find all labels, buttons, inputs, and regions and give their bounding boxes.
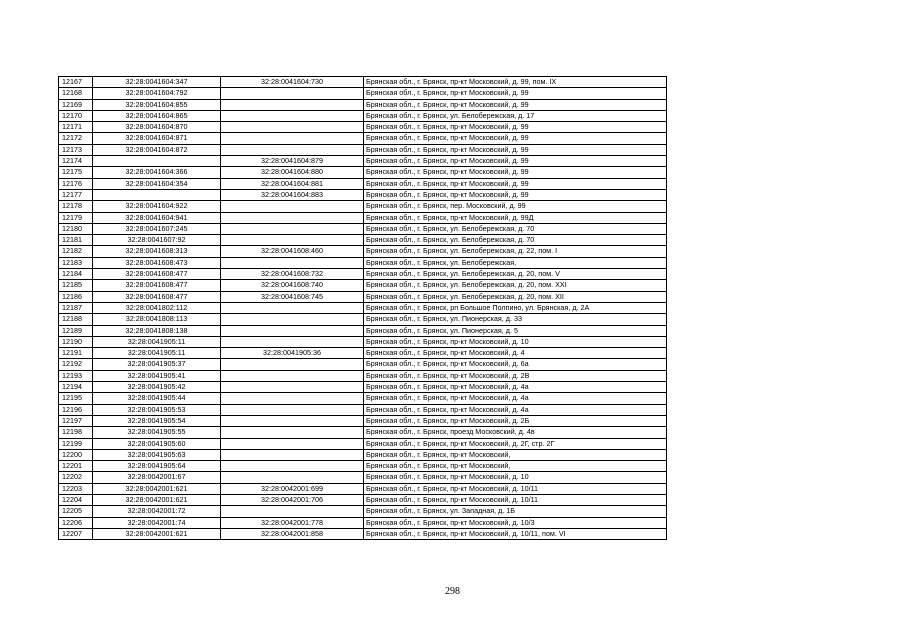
linked-cadastral-number-cell	[221, 133, 364, 144]
cadastral-number-cell: 32:28:0041604:871	[93, 133, 221, 144]
address-cell: Брянская обл., г. Брянск, ул. Пионерская, д. 33	[364, 314, 667, 325]
row-number-cell: 12182	[59, 246, 93, 257]
address-cell: Брянская обл., г. Брянск, пр-кт Московский, д. 99	[364, 189, 667, 200]
row-number-cell: 12197	[59, 415, 93, 426]
table-row	[59, 359, 667, 370]
cadastral-number-cell: 32:28:0041608:477	[93, 280, 221, 291]
row-number-cell: 12205	[59, 506, 93, 517]
address-cell: Брянская обл., г. Брянск, ул. Белобережская, д. 17	[364, 110, 667, 121]
table-row	[59, 257, 667, 268]
linked-cadastral-number-cell	[221, 427, 364, 438]
linked-cadastral-number-cell	[221, 99, 364, 110]
linked-cadastral-number-cell	[221, 88, 364, 99]
linked-cadastral-number-cell	[221, 382, 364, 393]
linked-cadastral-number-cell	[221, 472, 364, 483]
cadastral-number-cell: 32:28:0042001:67	[93, 472, 221, 483]
row-number-cell: 12191	[59, 348, 93, 359]
linked-cadastral-number-cell	[221, 314, 364, 325]
linked-cadastral-number-cell: 32:28:0041608:745	[221, 291, 364, 302]
table-row	[59, 449, 667, 460]
row-number-cell: 12172	[59, 133, 93, 144]
address-cell: Брянская обл., г. Брянск, пр-кт Московский, д. 99	[364, 122, 667, 133]
address-cell: Брянская обл., г. Брянск, проезд Московский, д. 4в	[364, 427, 667, 438]
linked-cadastral-number-cell	[221, 257, 364, 268]
linked-cadastral-number-cell: 32:28:0041604:881	[221, 178, 364, 189]
row-number-cell: 12183	[59, 257, 93, 268]
row-number-cell: 12203	[59, 483, 93, 494]
table-row	[59, 325, 667, 336]
linked-cadastral-number-cell: 32:28:0042001:706	[221, 494, 364, 505]
cadastral-number-cell: 32:28:0041905:44	[93, 393, 221, 404]
cadastral-number-cell: 32:28:0041905:53	[93, 404, 221, 415]
table-row	[59, 494, 667, 505]
cadastral-number-cell: 32:28:0042001:621	[93, 494, 221, 505]
row-number-cell: 12192	[59, 359, 93, 370]
address-cell: Брянская обл., г. Брянск, ул. Белобережская, д. 70	[364, 223, 667, 234]
cadastral-number-cell: 32:28:0041905:64	[93, 461, 221, 472]
row-number-cell: 12187	[59, 302, 93, 313]
table-row	[59, 144, 667, 155]
cadastral-number-cell: 32:28:0041604:870	[93, 122, 221, 133]
address-cell: Брянская обл., г. Брянск, ул. Белобережская, д. 70	[364, 235, 667, 246]
table-row	[59, 280, 667, 291]
address-cell: Брянская обл., г. Брянск, ул. Белобережская,	[364, 257, 667, 268]
table-row	[59, 178, 667, 189]
row-number-cell: 12179	[59, 212, 93, 223]
address-cell: Брянская обл., г. Брянск, пр-кт Московский, д. 10	[364, 472, 667, 483]
cadastral-number-cell: 32:28:0041802:112	[93, 302, 221, 313]
cadastral-number-cell	[93, 156, 221, 167]
table-row	[59, 438, 667, 449]
table-row	[59, 77, 667, 88]
address-cell: Брянская обл., г. Брянск, пр-кт Московский,	[364, 449, 667, 460]
address-cell: Брянская обл., г. Брянск, ул. Пионерская, д. 5	[364, 325, 667, 336]
linked-cadastral-number-cell: 32:28:0041604:883	[221, 189, 364, 200]
row-number-cell: 12195	[59, 393, 93, 404]
address-cell: Брянская обл., г. Брянск, пр-кт Московский, д. 99	[364, 178, 667, 189]
address-cell: Брянская обл., г. Брянск, пр-кт Московский,	[364, 461, 667, 472]
row-number-cell: 12176	[59, 178, 93, 189]
table-row	[59, 235, 667, 246]
row-number-cell: 12178	[59, 201, 93, 212]
linked-cadastral-number-cell	[221, 393, 364, 404]
address-cell: Брянская обл., г. Брянск, пр-кт Московский, д. 99	[364, 99, 667, 110]
row-number-cell: 12206	[59, 517, 93, 528]
table-row	[59, 223, 667, 234]
cadastral-registry-table	[58, 76, 667, 540]
row-number-cell: 12204	[59, 494, 93, 505]
row-number-cell: 12188	[59, 314, 93, 325]
address-cell: Брянская обл., г. Брянск, рп Большое Полпино, ул. Брянская, д. 2А	[364, 302, 667, 313]
cadastral-number-cell: 32:28:0041608:477	[93, 291, 221, 302]
address-cell: Брянская обл., г. Брянск, пр-кт Московский, д. 2В	[364, 370, 667, 381]
linked-cadastral-number-cell: 32:28:0041604:879	[221, 156, 364, 167]
address-cell: Брянская обл., г. Брянск, пр-кт Московский, д. 4а	[364, 393, 667, 404]
row-number-cell: 12196	[59, 404, 93, 415]
cadastral-number-cell	[93, 189, 221, 200]
row-number-cell: 12199	[59, 438, 93, 449]
table-row	[59, 110, 667, 121]
address-cell: Брянская обл., г. Брянск, ул. Белобережская, д. 22, пом. I	[364, 246, 667, 257]
linked-cadastral-number-cell	[221, 325, 364, 336]
linked-cadastral-number-cell: 32:28:0042001:699	[221, 483, 364, 494]
address-cell: Брянская обл., г. Брянск, пр-кт Московский, д. 10/3	[364, 517, 667, 528]
table-row	[59, 370, 667, 381]
table-row	[59, 415, 667, 426]
address-cell: Брянская обл., г. Брянск, ул. Белобережская, д. 20, пом. XII	[364, 291, 667, 302]
table-row	[59, 99, 667, 110]
row-number-cell: 12202	[59, 472, 93, 483]
row-number-cell: 12200	[59, 449, 93, 460]
row-number-cell: 12171	[59, 122, 93, 133]
registry-table-body	[59, 77, 667, 540]
address-cell: Брянская обл., г. Брянск, пр-кт Московский, д. 2Б	[364, 415, 667, 426]
cadastral-number-cell: 32:28:0041905:55	[93, 427, 221, 438]
address-cell: Брянская обл., г. Брянск, пр-кт Московский, д. 10	[364, 336, 667, 347]
address-cell: Брянская обл., г. Брянск, пр-кт Московский, д. 99	[364, 133, 667, 144]
row-number-cell: 12169	[59, 99, 93, 110]
cadastral-number-cell: 32:28:0041608:477	[93, 269, 221, 280]
cadastral-number-cell: 32:28:0041604:366	[93, 167, 221, 178]
linked-cadastral-number-cell	[221, 359, 364, 370]
address-cell: Брянская обл., г. Брянск, пр-кт Московский, д. 99, пом. IX	[364, 77, 667, 88]
address-cell: Брянская обл., г. Брянск, пр-кт Московский, д. 10/11	[364, 483, 667, 494]
address-cell: Брянская обл., г. Брянск, пр-кт Московский, д. 99	[364, 88, 667, 99]
address-cell: Брянская обл., г. Брянск, пер. Московский, д. 99	[364, 201, 667, 212]
linked-cadastral-number-cell	[221, 415, 364, 426]
cadastral-number-cell: 32:28:0041905:60	[93, 438, 221, 449]
linked-cadastral-number-cell: 32:28:0042001:858	[221, 528, 364, 539]
table-row	[59, 404, 667, 415]
linked-cadastral-number-cell	[221, 506, 364, 517]
row-number-cell: 12173	[59, 144, 93, 155]
linked-cadastral-number-cell: 32:28:0041608:732	[221, 269, 364, 280]
linked-cadastral-number-cell: 32:28:0041608:460	[221, 246, 364, 257]
linked-cadastral-number-cell	[221, 235, 364, 246]
cadastral-number-cell: 32:28:0041808:113	[93, 314, 221, 325]
cadastral-number-cell: 32:28:0041604:922	[93, 201, 221, 212]
cadastral-number-cell: 32:28:0041608:473	[93, 257, 221, 268]
row-number-cell: 12168	[59, 88, 93, 99]
row-number-cell: 12174	[59, 156, 93, 167]
table-row	[59, 189, 667, 200]
table-row	[59, 528, 667, 539]
linked-cadastral-number-cell	[221, 449, 364, 460]
row-number-cell: 12190	[59, 336, 93, 347]
table-row	[59, 506, 667, 517]
cadastral-number-cell: 32:28:0041808:138	[93, 325, 221, 336]
linked-cadastral-number-cell	[221, 212, 364, 223]
table-row	[59, 472, 667, 483]
address-cell: Брянская обл., г. Брянск, пр-кт Московский, д. 6а	[364, 359, 667, 370]
table-row	[59, 156, 667, 167]
row-number-cell: 12194	[59, 382, 93, 393]
row-number-cell: 12180	[59, 223, 93, 234]
linked-cadastral-number-cell	[221, 404, 364, 415]
address-cell: Брянская обл., г. Брянск, ул. Западная, д. 1Б	[364, 506, 667, 517]
cadastral-number-cell: 32:28:0041905:11	[93, 336, 221, 347]
table-row	[59, 246, 667, 257]
table-row	[59, 167, 667, 178]
cadastral-number-cell: 32:28:0042001:72	[93, 506, 221, 517]
cadastral-number-cell: 32:28:0041905:41	[93, 370, 221, 381]
address-cell: Брянская обл., г. Брянск, пр-кт Московский, д. 99Д	[364, 212, 667, 223]
address-cell: Брянская обл., г. Брянск, пр-кт Московский, д. 2Г, стр. 2Г	[364, 438, 667, 449]
cadastral-number-cell: 32:28:0041905:42	[93, 382, 221, 393]
row-number-cell: 12177	[59, 189, 93, 200]
table-row	[59, 133, 667, 144]
cadastral-number-cell: 32:28:0041608:313	[93, 246, 221, 257]
linked-cadastral-number-cell	[221, 144, 364, 155]
linked-cadastral-number-cell	[221, 438, 364, 449]
address-cell: Брянская обл., г. Брянск, пр-кт Московский, д. 4а	[364, 404, 667, 415]
address-cell: Брянская обл., г. Брянск, пр-кт Московский, д. 10/11	[364, 494, 667, 505]
linked-cadastral-number-cell	[221, 201, 364, 212]
linked-cadastral-number-cell: 32:28:0042001:778	[221, 517, 364, 528]
address-cell: Брянская обл., г. Брянск, пр-кт Московский, д. 99	[364, 144, 667, 155]
row-number-cell: 12186	[59, 291, 93, 302]
address-cell: Брянская обл., г. Брянск, пр-кт Московский, д. 99	[364, 156, 667, 167]
cadastral-number-cell: 32:28:0042001:621	[93, 528, 221, 539]
linked-cadastral-number-cell	[221, 223, 364, 234]
cadastral-number-cell: 32:28:0041604:792	[93, 88, 221, 99]
table-row	[59, 427, 667, 438]
page-number: 298	[445, 586, 460, 597]
cadastral-number-cell: 32:28:0041604:872	[93, 144, 221, 155]
table-row	[59, 302, 667, 313]
cadastral-number-cell: 32:28:0041604:855	[93, 99, 221, 110]
table-row	[59, 314, 667, 325]
table-row	[59, 461, 667, 472]
table-row	[59, 517, 667, 528]
table-row	[59, 291, 667, 302]
linked-cadastral-number-cell: 32:28:0041604:730	[221, 77, 364, 88]
address-cell: Брянская обл., г. Брянск, пр-кт Московский, д. 4	[364, 348, 667, 359]
table-row	[59, 88, 667, 99]
cadastral-number-cell: 32:28:0041604:347	[93, 77, 221, 88]
linked-cadastral-number-cell: 32:28:0041905:36	[221, 348, 364, 359]
cadastral-number-cell: 32:28:0041607:92	[93, 235, 221, 246]
table-row	[59, 269, 667, 280]
row-number-cell: 12193	[59, 370, 93, 381]
table-row	[59, 348, 667, 359]
cadastral-number-cell: 32:28:0042001:621	[93, 483, 221, 494]
linked-cadastral-number-cell	[221, 122, 364, 133]
row-number-cell: 12184	[59, 269, 93, 280]
cadastral-number-cell: 32:28:0041905:11	[93, 348, 221, 359]
cadastral-number-cell: 32:28:0041905:54	[93, 415, 221, 426]
table-row	[59, 201, 667, 212]
table-row	[59, 212, 667, 223]
cadastral-number-cell: 32:28:0041604:354	[93, 178, 221, 189]
cadastral-number-cell: 32:28:0041604:865	[93, 110, 221, 121]
row-number-cell: 12198	[59, 427, 93, 438]
cadastral-number-cell: 32:28:0041905:37	[93, 359, 221, 370]
row-number-cell: 12207	[59, 528, 93, 539]
linked-cadastral-number-cell	[221, 302, 364, 313]
table-row	[59, 336, 667, 347]
address-cell: Брянская обл., г. Брянск, ул. Белобережская, д. 20, пом. XXI	[364, 280, 667, 291]
address-cell: Брянская обл., г. Брянск, пр-кт Московский, д. 4а	[364, 382, 667, 393]
linked-cadastral-number-cell	[221, 370, 364, 381]
row-number-cell: 12185	[59, 280, 93, 291]
cadastral-number-cell: 32:28:0041607:245	[93, 223, 221, 234]
table-row	[59, 393, 667, 404]
table-row	[59, 483, 667, 494]
linked-cadastral-number-cell	[221, 461, 364, 472]
row-number-cell: 12167	[59, 77, 93, 88]
linked-cadastral-number-cell: 32:28:0041604:880	[221, 167, 364, 178]
row-number-cell: 12170	[59, 110, 93, 121]
cadastral-number-cell: 32:28:0041604:941	[93, 212, 221, 223]
linked-cadastral-number-cell	[221, 336, 364, 347]
linked-cadastral-number-cell: 32:28:0041608:740	[221, 280, 364, 291]
row-number-cell: 12181	[59, 235, 93, 246]
table-row	[59, 122, 667, 133]
address-cell: Брянская обл., г. Брянск, пр-кт Московский, д. 99	[364, 167, 667, 178]
linked-cadastral-number-cell	[221, 110, 364, 121]
table-row	[59, 382, 667, 393]
address-cell: Брянская обл., г. Брянск, пр-кт Московский, д. 10/11, пом. VI	[364, 528, 667, 539]
row-number-cell: 12189	[59, 325, 93, 336]
address-cell: Брянская обл., г. Брянск, ул. Белобережская, д. 20, пом. V	[364, 269, 667, 280]
row-number-cell: 12201	[59, 461, 93, 472]
cadastral-number-cell: 32:28:0042001:74	[93, 517, 221, 528]
row-number-cell: 12175	[59, 167, 93, 178]
cadastral-number-cell: 32:28:0041905:63	[93, 449, 221, 460]
